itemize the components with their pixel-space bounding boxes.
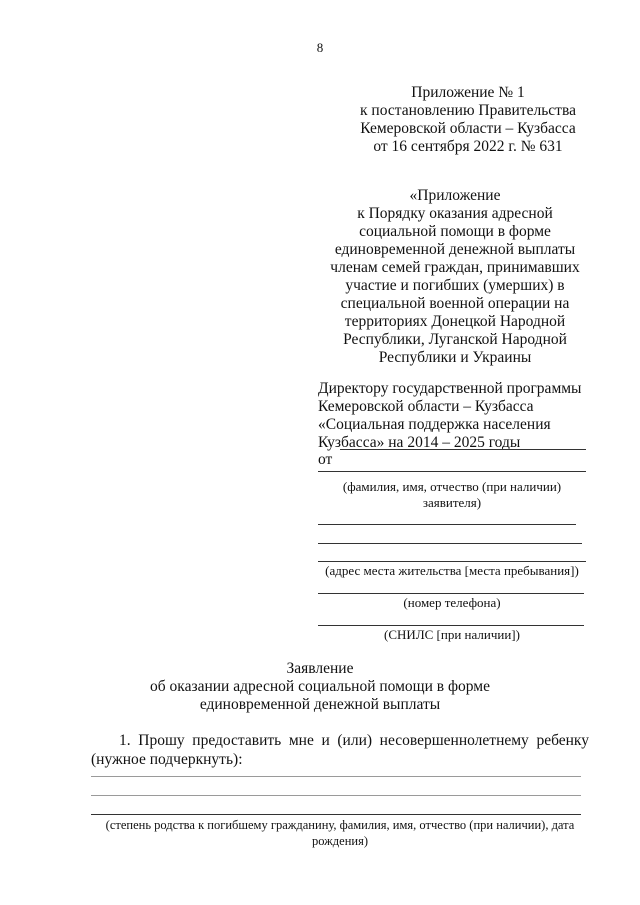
sub-annex-line: Республики и Украины — [378, 349, 532, 366]
address-field-3[interactable] — [318, 561, 586, 562]
relative-caption — [91, 817, 589, 849]
paragraph-line: 1. Прошу предоставить мне и (или) несовершеннолетнему ребенку — [119, 732, 589, 749]
statement-title-block — [0, 660, 640, 714]
applicant-name-field[interactable] — [340, 449, 586, 450]
sub-annex-line: специальной военной операции на — [340, 295, 570, 312]
relative-field-2[interactable] — [91, 795, 581, 796]
annex-line: от 16 сентября 2022 г. № 631 — [373, 138, 563, 155]
relative-field-3[interactable] — [91, 814, 581, 815]
page-number: 8 — [316, 40, 324, 55]
addressee-line: Директору государственной программы — [318, 380, 582, 397]
phone-field[interactable] — [318, 593, 584, 594]
statement-subtitle: единовременной денежной выплаты — [199, 696, 441, 713]
applicant-name-field-2[interactable] — [318, 471, 586, 472]
sub-annex-line: к Порядку оказания адресной — [357, 205, 553, 222]
relative-caption-line: рождения) — [311, 834, 369, 848]
sub-annex-line: Республики, Луганской Народной — [343, 331, 567, 348]
from-label: от — [318, 451, 333, 468]
addressee-line: Кемеровской области – Кузбасса — [318, 398, 534, 415]
sub-annex-line: участие и погибших (умерших) в — [345, 277, 565, 294]
address-field-2[interactable] — [318, 543, 582, 544]
annex-line: Кемеровской области – Кузбасса — [360, 120, 576, 137]
statement-title: Заявление — [286, 660, 354, 677]
sub-annex-line: членам семей граждан, принимавших — [330, 259, 580, 276]
statement-subtitle: об оказании адресной социальной помощи в форме — [150, 678, 490, 695]
addressee-block — [318, 380, 618, 452]
paragraph-1 — [91, 731, 589, 769]
addressee-line: Кузбасса» на 2014 – 2025 годы — [318, 434, 521, 451]
name-caption-cont: заявителя) — [422, 495, 482, 510]
name-caption: (фамилия, имя, отчество (при наличии) — [342, 479, 562, 494]
sub-annex-header — [300, 187, 610, 367]
snils-field[interactable] — [318, 625, 584, 626]
address-field-1[interactable] — [318, 524, 576, 525]
annex-line: Приложение № 1 — [411, 84, 525, 101]
paragraph-line: (нужное подчеркнуть): — [91, 751, 243, 768]
relative-caption-line: (степень родства к погибшему гражданину, фамилия, имя, отчество (при наличии), дата — [105, 818, 575, 832]
addressee-line: «Социальная поддержка населения — [318, 416, 551, 433]
sub-annex-line: социальной помощи в форме — [359, 223, 551, 240]
relative-field-1[interactable] — [91, 776, 581, 777]
phone-caption: (номер телефона) — [403, 595, 501, 610]
sub-annex-line: территориях Донецкой Народной — [344, 313, 566, 330]
address-caption: (адрес места жительства [места пребывания]) — [325, 563, 579, 578]
snils-caption: (СНИЛС [при наличии]) — [384, 627, 520, 642]
sub-annex-line: «Приложение — [409, 187, 501, 204]
annex-header — [328, 84, 608, 156]
sub-annex-line: единовременной денежной выплаты — [334, 241, 576, 258]
annex-line: к постановлению Правительства — [360, 102, 576, 119]
